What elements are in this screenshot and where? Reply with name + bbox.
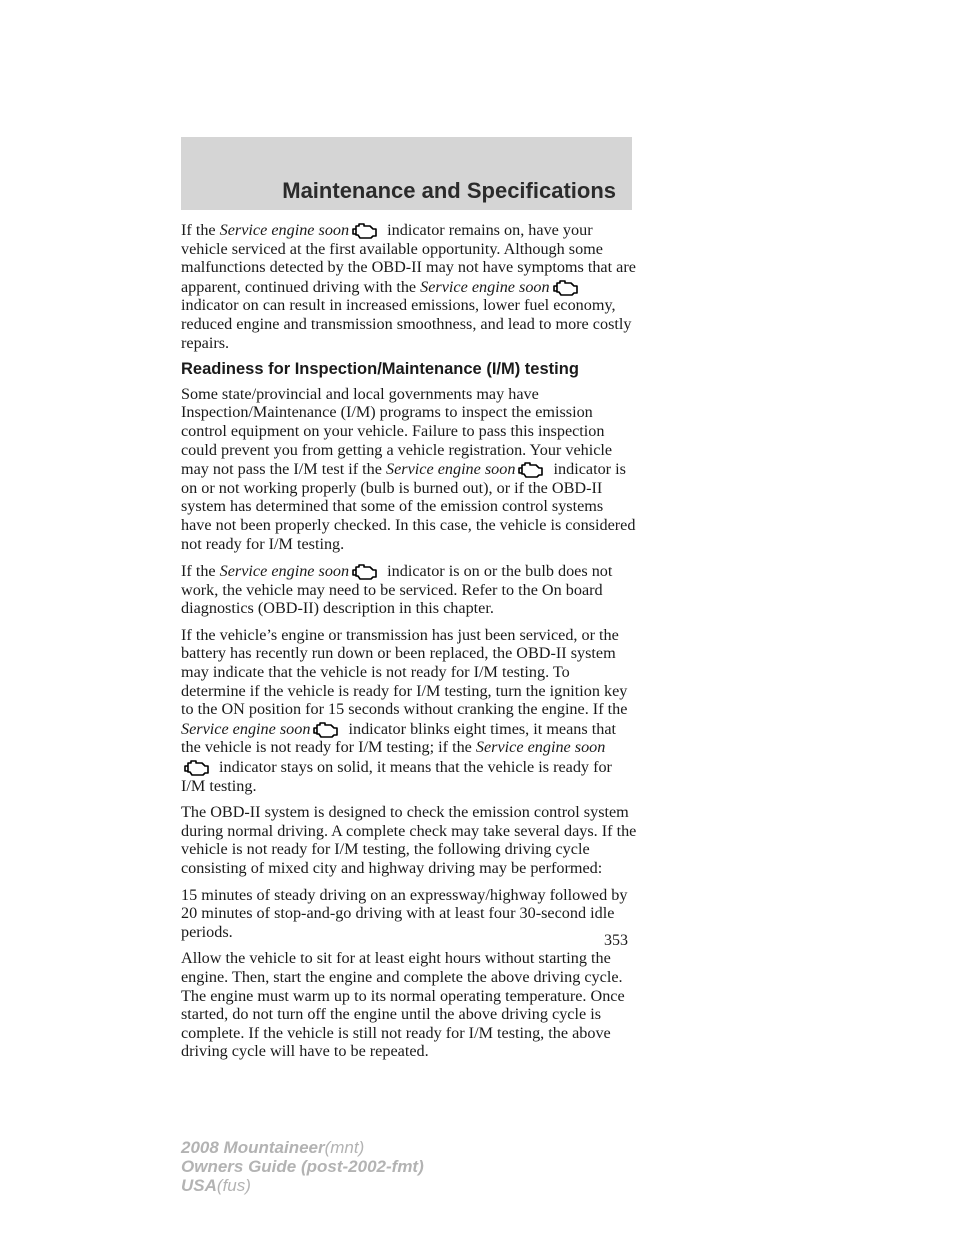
paragraph-6: 15 minutes of steady driving on an expressway/highway followed by 20 minutes of stop-and-go driving with at least four 30-second idle periods.	[181, 885, 628, 941]
footer-line-3: USA(fus)	[181, 1176, 251, 1195]
paragraph-2: Some state/provincial and local governments may have Inspection/Maintenance (I/M) programs to inspect the emission control equipment on your vehicle. Failure to pass this inspection could prevent you from getting a vehicle registration. Your vehicle may not pass the I/M test if the Service engine soon indicator is on or not working properly (bulb is burned out), or if the OBD-II system has determined that some of the emission control systems have not been properly checked. In this case, the vehicle is considered not ready for I/M testing.	[181, 384, 636, 553]
check-engine-icon	[351, 220, 381, 238]
paragraph-3: If the Service engine soon indicator is on or the bulb does not work, the vehicle may need to be serviced. Refer to the On board diagnostics (OBD-II) description in this chapter.	[181, 562, 613, 618]
indicator-name: Service engine soon	[181, 719, 311, 738]
indicator-name: Service engine soon	[475, 738, 606, 757]
paragraph-4: If the vehicle’s engine or transmission has just been serviced, or the battery has recently run down or been replaced, the OBD-II system may indicate that the vehicle is not ready for I/M testing. To determine if the vehicle is ready for I/M testing, turn the ignition key to the ON position for 15 seconds without cranking the engine. If the Service engine soon indicator blinks eight times, it means that the vehicle is not ready for I/M testing; if the Service engine soon indicator stays on solid, it means that the vehicle is ready for I/M testing.	[181, 625, 628, 795]
page-content	[181, 220, 637, 1069]
section-header-bar	[181, 137, 632, 210]
indicator-name: Service engine soon	[219, 221, 350, 239]
footer-line-1: 2008 Mountaineer(mnt)	[181, 1138, 365, 1157]
indicator-name: Service engine soon	[386, 460, 516, 479]
indicator-name: Service engine soon	[219, 562, 350, 581]
section-title: Maintenance and Specifications	[282, 178, 616, 203]
subheading-readiness: Readiness for Inspection/Maintenance (I/M) testing	[181, 360, 579, 379]
paragraph-1: If the Service engine soon indicator remains on, have your vehicle serviced at the first available opportunity. Although some malfunctions detected by the OBD-II may not have symptoms that are apparent, continued driving with the Service engine soon indicator on can result in increased emissions, lower fuel economy, reduced engine and transmission smoothness, and lead to more costly repairs.	[181, 221, 636, 352]
check-engine-icon	[517, 459, 547, 477]
check-engine-icon	[351, 561, 381, 579]
document-footer	[181, 1138, 424, 1195]
check-engine-icon	[552, 277, 582, 295]
check-engine-icon	[183, 757, 213, 775]
paragraph-7: Allow the vehicle to sit for at least eight hours without starting the engine. Then, start the engine and complete the above driving cycle. The engine must warm up to its normal operating temperature. Once started, do not turn off the engine until the above driving cycle is complete. If the vehicle is still not ready for I/M testing, the above driving cycle will have to be repeated.	[181, 949, 625, 1061]
page-number: 353	[604, 932, 628, 949]
paragraph-5: The OBD-II system is designed to check the emission control system during normal driving. A complete check may take several days. If the vehicle is not ready for I/M testing, the following driving cycle consisting of mixed city and highway driving may be performed:	[181, 803, 637, 877]
indicator-name: Service engine soon	[420, 277, 550, 296]
footer-line-2: Owners Guide (post-2002-fmt)	[181, 1157, 424, 1176]
check-engine-icon	[312, 719, 342, 737]
